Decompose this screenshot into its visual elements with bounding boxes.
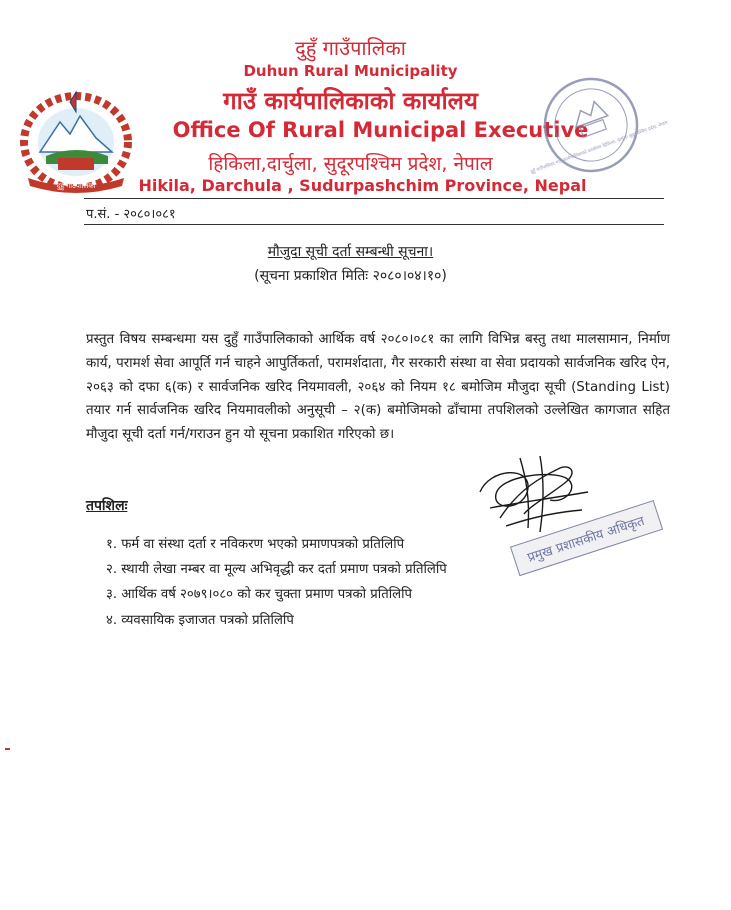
- office-seal: [530, 70, 669, 180]
- address-english: Hikila, Darchula , Sudurpashchim Province, Nepal: [138, 176, 587, 195]
- attachment-item: ४. व्यवसायिक इजाजत पत्रको प्रतिलिपि: [106, 613, 294, 628]
- office-name-english: Office Of Rural Municipal Executive: [172, 118, 589, 142]
- attachment-item: १. फर्म वा संस्था दर्ता र नविकरण भएको प्रमाणपत्रको प्रतिलिपि: [106, 537, 405, 552]
- attachment-item: ३. आर्थिक वर्ष २०७९।०८० को कर चुक्ता प्रमाण पत्रको प्रतिलिपि: [106, 587, 412, 602]
- seal-text: दुहुँ गाउँपालिका गाउँ कार्यपालिकाको कार्यालय हिकिला, दार्चुला सुदूरपश्चिम प्रदेश, नेपाल: [530, 120, 669, 176]
- logo-ribbon-text: दुहुँ गाउँपालिका: [56, 182, 96, 190]
- attachment-item: २. स्थायी लेखा नम्बर वा मूल्य अभिवृद्धी कर दर्ता प्रमाण पत्रको प्रतिलिपि: [106, 562, 447, 577]
- notice-published-date: (सूचना प्रकाशित मितिः २०८०।०४।१०): [254, 268, 447, 284]
- reference-divider: [84, 224, 664, 225]
- municipality-name-english: Duhun Rural Municipality: [243, 62, 458, 80]
- office-name-nepali: गाउँ कार्यपालिकाको कार्यालय: [223, 87, 478, 115]
- header-divider: [84, 198, 664, 199]
- margin-mark: [5, 748, 10, 750]
- address-nepali: हिकिला,दार्चुला, सुदूरपश्चिम प्रदेश, नेपाल: [208, 153, 493, 175]
- stamp-text: प्रमुख प्रशासकीय अधिकृत: [525, 513, 647, 566]
- notice-body: प्रस्तुत विषय सम्बन्धमा यस दुहुँ गाउँपालिकाको आर्थिक वर्ष २०८०।०८१ का लागि विभिन्न बस्तु तथा मालसामान, निर्माण कार्य, परामर्श सेवा आपूर्ति गर्न चाहने आपुर्तिकर्ता, परामर्शदाता, गैर सरकारी संस्था वा सेवा प्रदायको सार्वजनिक खरिद ऐन, २०६३ को दफा ६(क) र सार्वजनिक खरिद नियमावली, २०६४ को नियम १८ बमोजिम मौजुदा सूची (Standing List) तयार गर्न सार्वजनिक खरिद नियमावलीको अनुसूची – २(क) बमोजिमको ढाँचामा तपशिलको उल्लेखित कागजात सहित मौजुदा सूची दर्ता गर्न/गराउन हुन यो सूचना प्रकाशित गरिएको छ।: [86, 332, 670, 443]
- official-designation-stamp: [500, 492, 668, 588]
- reference-number: प.सं. - २०८०।०८१: [86, 207, 176, 222]
- notice-subject: मौजुदा सूची दर्ता सम्बन्धी सूचना।: [267, 244, 434, 260]
- attachments-title: तपशिलः: [86, 498, 128, 514]
- municipality-name-nepali: दुहुँ गाउँपालिका: [295, 36, 406, 60]
